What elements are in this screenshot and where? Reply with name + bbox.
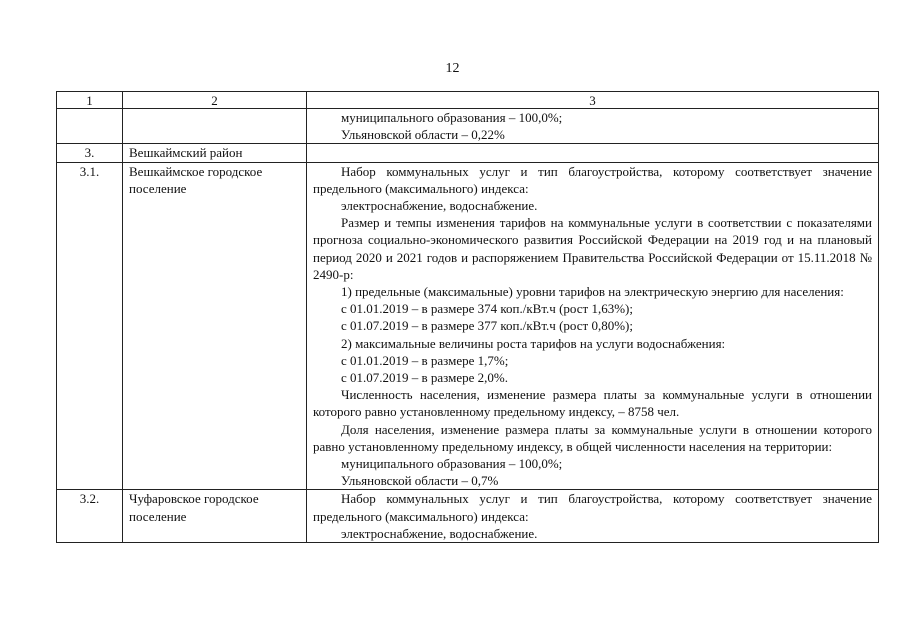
paragraph: Ульяновской области – 0,7% xyxy=(341,473,499,489)
column-header-1: 1 xyxy=(57,92,123,109)
paragraph: с 01.07.2019 – в размере 2,0%. xyxy=(341,370,508,386)
column-header-2: 2 xyxy=(123,92,307,109)
table-row-district xyxy=(57,144,879,162)
indices-table xyxy=(56,91,879,543)
table-row-settlement-3-2 xyxy=(57,490,879,543)
row-name-cell xyxy=(123,109,307,144)
paragraph: Набор коммунальных услуг и тип благоустройства, которому соответствует значение предельного (максимального) индекса: xyxy=(313,163,872,196)
text-line: муниципального образования – 100,0%; xyxy=(341,110,563,125)
paragraph: электроснабжение, водоснабжение. xyxy=(341,525,538,541)
paragraph: Размер и темпы изменения тарифов на коммунальные услуги в соответствии с показателями прогноза социально-экономического развития Российской Федерации на 2019 год и на плановый период 2020 и 2021 годов и распоряжением Правительства Российской Федерации от 15.11.2018 № 2490-р: xyxy=(313,215,872,282)
paragraph: с 01.01.2019 – в размере 374 коп./кВт.ч (рост 1,63%); xyxy=(341,301,633,317)
paragraph: Доля населения, изменение размера платы за коммунальные услуги в отношении которого равно установленному предельному индексу, в общей численности населения на территории: xyxy=(313,421,872,454)
settlement-description xyxy=(307,490,879,543)
paragraph: муниципального образования – 100,0%; xyxy=(341,456,563,472)
paragraph: Численность населения, изменение размера платы за коммунальные услуги в отношении которого равно установленному предельному индексу, – 8758 чел. xyxy=(313,387,872,420)
district-name: Вешкаймский район xyxy=(123,144,307,162)
row-number-cell xyxy=(57,109,123,144)
district-number: 3. xyxy=(57,144,123,162)
paragraph: с 01.01.2019 – в размере 1,7%; xyxy=(341,352,509,368)
text-line: Ульяновской области – 0,22% xyxy=(341,127,505,143)
table-row-continuation xyxy=(57,109,879,144)
paragraph: 2) максимальные величины роста тарифов на услуги водоснабжения: xyxy=(341,335,726,351)
paragraph: Набор коммунальных услуг и тип благоустройства, которому соответствует значение предельного (максимального) индекса: xyxy=(313,491,872,524)
row-content-cell xyxy=(307,109,879,144)
table-header-row xyxy=(57,92,879,109)
page-number: 12 xyxy=(445,61,460,76)
settlement-description xyxy=(307,162,879,490)
paragraph: электроснабжение, водоснабжение. xyxy=(341,198,538,214)
column-header-3: 3 xyxy=(307,92,879,109)
district-content-cell xyxy=(307,144,879,162)
settlement-name: Вешкаймское городское поселение xyxy=(123,162,307,490)
paragraph: 1) предельные (максимальные) уровни тарифов на электрическую энергию для населения: xyxy=(341,284,844,300)
row-number: 3.2. xyxy=(57,490,123,543)
row-number: 3.1. xyxy=(57,162,123,490)
settlement-name: Чуфаровское городское поселение xyxy=(123,490,307,543)
paragraph: с 01.07.2019 – в размере 377 коп./кВт.ч (рост 0,80%); xyxy=(341,318,633,334)
table-row-settlement-3-1 xyxy=(57,162,879,490)
